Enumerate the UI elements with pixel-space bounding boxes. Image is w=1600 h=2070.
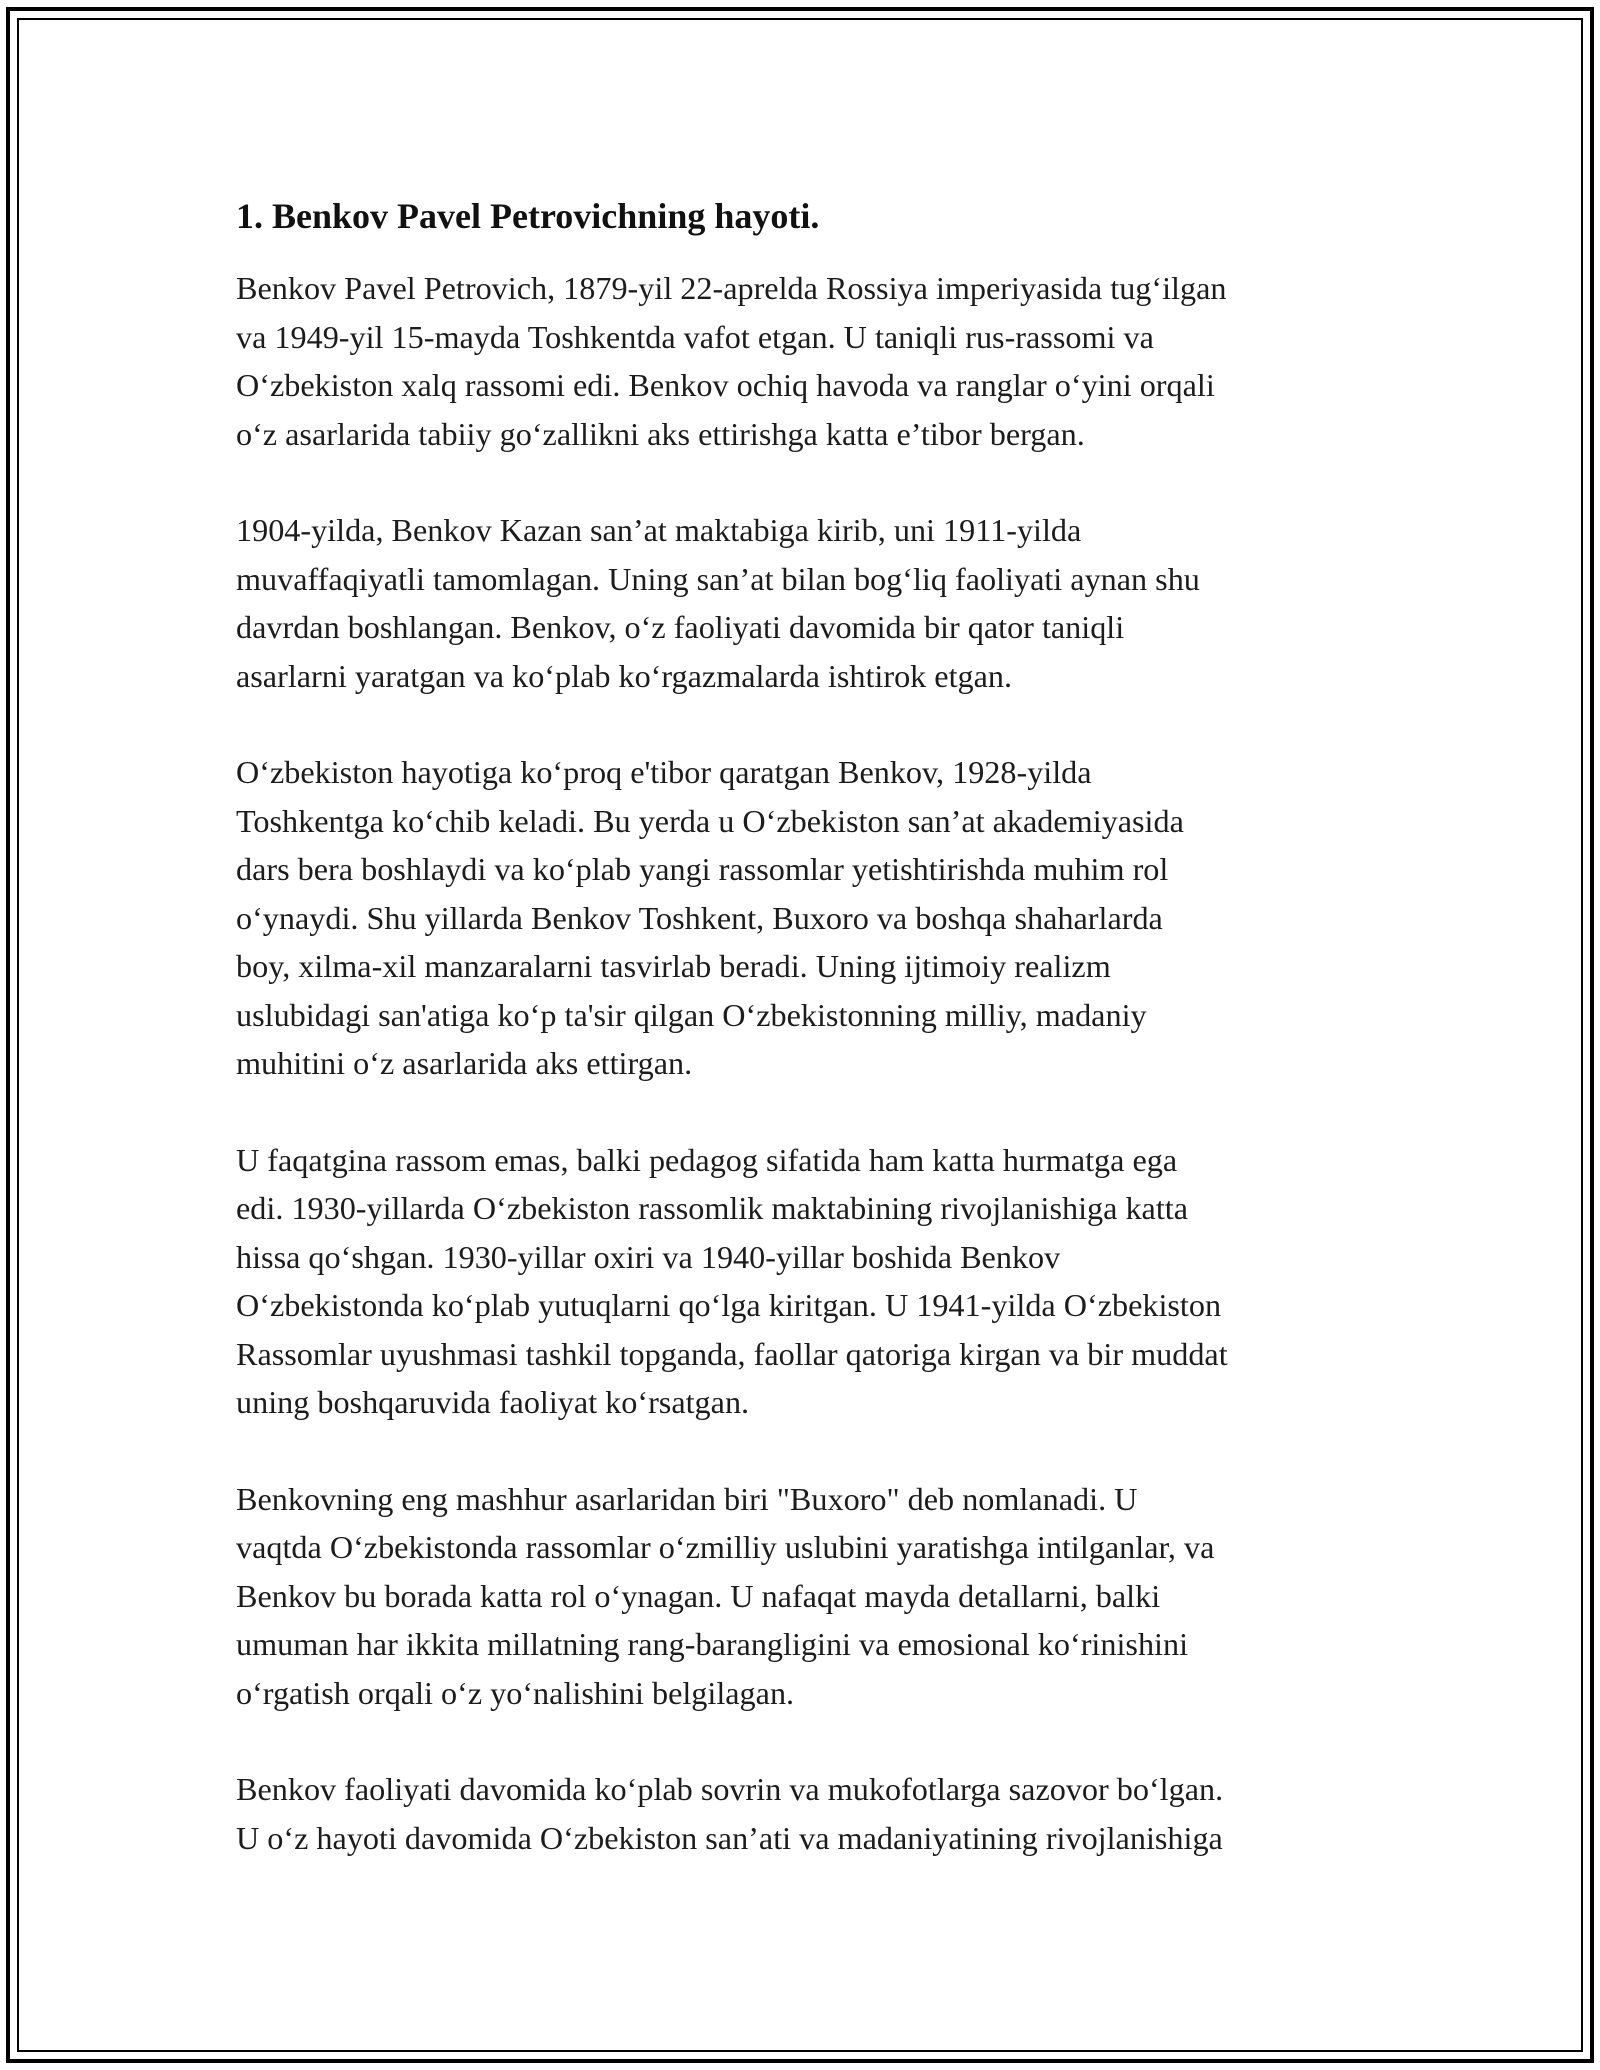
paragraph-pedagogy: U faqatgina rassom emas, balki pedagog sifatida ham katta hurmatga ega edi. 1930-yillarda O‘zbekiston rassomlik maktabining rivojlanishiga katta hissa qo‘shgan. 1930-yillar oxiri va 1940-yillar boshida Benkov O‘zbekistonda ko‘plab yutuqlarni qo‘lga kiritgan. U 1941-yilda O‘zbekiston Rassomlar uyushmasi tashkil topganda, faollar qatoriga kirgan va bir muddat uning boshqaruvida faoliyat ko‘rsatgan. <box>236 1141 1228 1420</box>
paragraph-awards: Benkov faoliyati davomida ko‘plab sovrin va mukofotlarga sazovor bo‘lgan. U o‘z hayoti davomida O‘zbekiston san’ati va madaniyatining rivojlanishiga <box>236 1771 1224 1856</box>
paragraph-education: 1904-yilda, Benkov Kazan san’at maktabiga kirib, uni 1911-yilda muvaffaqiyatli tamomlagan. Uning san’at bilan bog‘liq faoliyati aynan shu davrdan boshlangan. Benkov, o‘z faoliyati davomida bir qator taniqli asarlarni yaratgan va ko‘plab ko‘rgazmalarda ishtirok etgan. <box>236 512 1200 694</box>
paragraph-famous-works: Benkovning eng mashhur asarlaridan biri "Buxoro" deb nomlanadi. U vaqtda O‘zbekistonda rassomlar o‘zmilliy uslubini yaratishga intilganlar, va Benkov bu borada katta rol o‘ynagan. U nafaqat mayda detallarni, balki umuman har ikkita millatning rang-barangligini va emosional ko‘rinishini o‘rgatish orqali o‘z yo‘nalishini belgilagan. <box>236 1480 1215 1711</box>
paragraph-biography-intro: Benkov Pavel Petrovich, 1879-yil 22-aprelda Rossiya imperiyasida tug‘ilgan va 1949-yil 15-mayda Toshkentda vafot etgan. U taniqli rus-rassomi va O‘zbekiston xalq rassomi edi. Benkov ochiq havoda va ranglar o‘yini orqali o‘z asarlarida tabiiy go‘zallikni aks ettirishga katta e’tibor bergan. <box>236 270 1227 452</box>
section-heading: 1. Benkov Pavel Petrovichning hayoti. <box>236 196 820 236</box>
document-body <box>236 188 1386 1910</box>
paragraph-tashkent-move: O‘zbekiston hayotiga ko‘proq e'tibor qaratgan Benkov, 1928-yilda Toshkentga ko‘chib keladi. Bu yerda u O‘zbekiston san’at akademiyasida dars bera boshlaydi va ko‘plab yangi rassomlar yetishtirishda muhim rol o‘ynaydi. Shu yillarda Benkov Toshkent, Buxoro va boshqa shaharlarda boy, xilma-xil manzaralarni tasvirlab beradi. Uning ijtimoiy realizm uslubidagi san'atiga ko‘p ta'sir qilgan O‘zbekistonning milliy, madaniy muhitini o‘z asarlarida aks ettirgan. <box>236 754 1184 1081</box>
